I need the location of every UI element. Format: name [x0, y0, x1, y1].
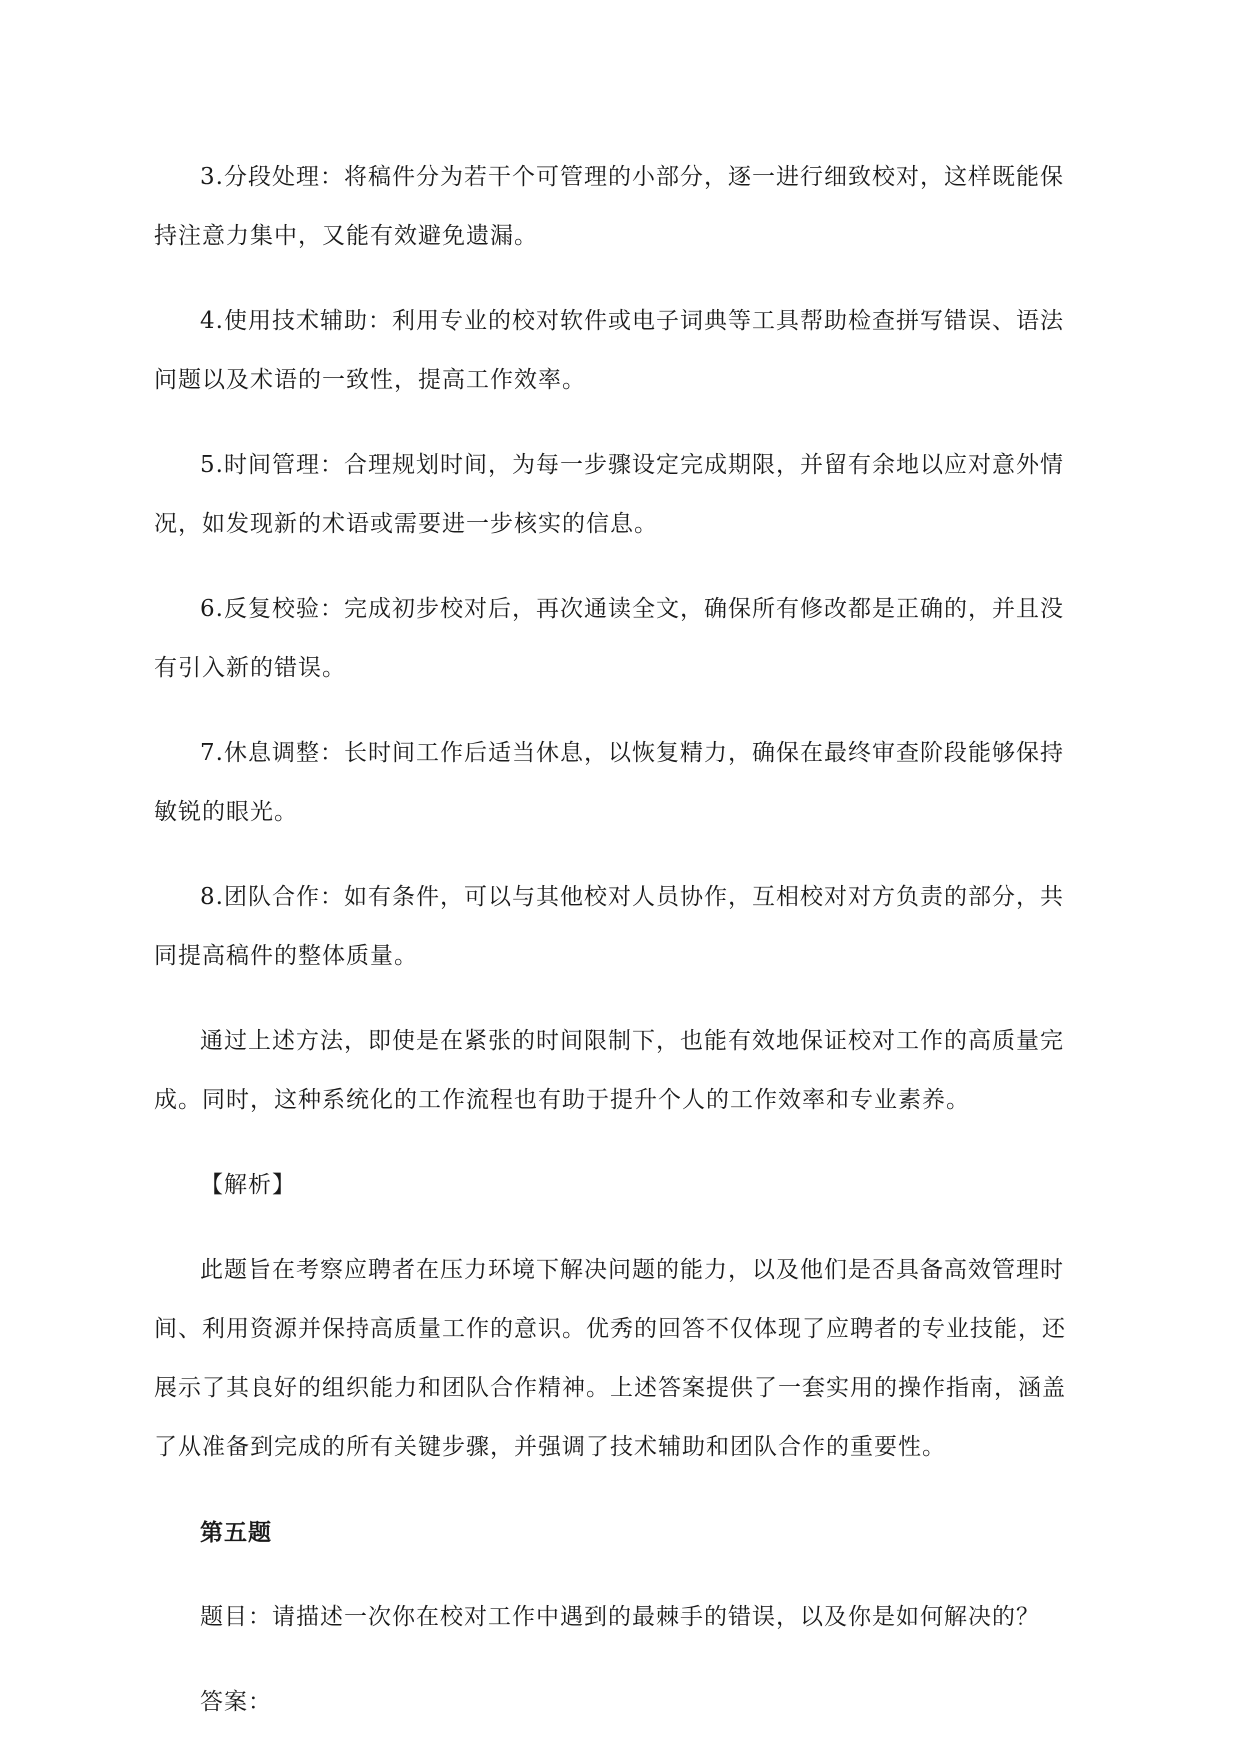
list-item-repeated-verification	[154, 580, 1080, 698]
list-item-teamwork	[154, 868, 1080, 986]
text-line: 了从准备到完成的所有关键步骤，并强调了技术辅助和团队合作的重要性。	[154, 1434, 946, 1460]
document-body	[154, 148, 1080, 1758]
text-line: 展示了其良好的组织能力和团队合作精神。上述答案提供了一套实用的操作指南，涵盖	[154, 1375, 1066, 1401]
text-line: 有引入新的错误。	[154, 655, 346, 681]
analysis-paragraph	[154, 1241, 1080, 1477]
text-line: 4.使用技术辅助：利用专业的校对软件或电子词典等工具帮助检查拼写错误、语法	[200, 308, 1064, 334]
text-line: 3.分段处理：将稿件分为若干个可管理的小部分，逐一进行细致校对，这样既能保	[200, 164, 1064, 190]
text-line: 7.休息调整：长时间工作后适当休息，以恢复精力，确保在最终审查阶段能够保持	[200, 740, 1064, 766]
list-item-time-management	[154, 436, 1080, 554]
analysis-label: 【解析】	[200, 1172, 296, 1198]
summary-paragraph	[154, 1012, 1080, 1130]
list-item-technical-assistance	[154, 292, 1080, 410]
text-line: 况，如发现新的术语或需要进一步核实的信息。	[154, 511, 658, 537]
list-item-rest-adjustment	[154, 724, 1080, 842]
answer-label: 答案：	[200, 1689, 272, 1715]
section-heading: 第五题	[200, 1519, 272, 1546]
text-line: 通过上述方法，即使是在紧张的时间限制下，也能有效地保证校对工作的高质量完	[200, 1028, 1064, 1054]
list-item-segmented-processing	[154, 148, 1080, 266]
text-line: 问题以及术语的一致性，提高工作效率。	[154, 367, 586, 393]
text-line: 8.团队合作：如有条件，可以与其他校对人员协作，互相校对对方负责的部分，共	[200, 884, 1064, 910]
question-text: 题目：请描述一次你在校对工作中遇到的最棘手的错误，以及你是如何解决的？	[200, 1604, 1040, 1630]
text-line: 6.反复校验：完成初步校对后，再次通读全文，确保所有修改都是正确的，并且没	[200, 596, 1064, 622]
text-line: 敏锐的眼光。	[154, 799, 298, 825]
text-line: 成。同时，这种系统化的工作流程也有助于提升个人的工作效率和专业素养。	[154, 1087, 970, 1113]
text-line: 此题旨在考察应聘者在压力环境下解决问题的能力，以及他们是否具备高效管理时	[200, 1257, 1064, 1283]
text-line: 同提高稿件的整体质量。	[154, 943, 418, 969]
text-line: 5.时间管理：合理规划时间，为每一步骤设定完成期限，并留有余地以应对意外情	[200, 452, 1064, 478]
text-line: 持注意力集中，又能有效避免遗漏。	[154, 223, 538, 249]
text-line: 间、利用资源并保持高质量工作的意识。优秀的回答不仅体现了应聘者的专业技能，还	[154, 1316, 1066, 1342]
